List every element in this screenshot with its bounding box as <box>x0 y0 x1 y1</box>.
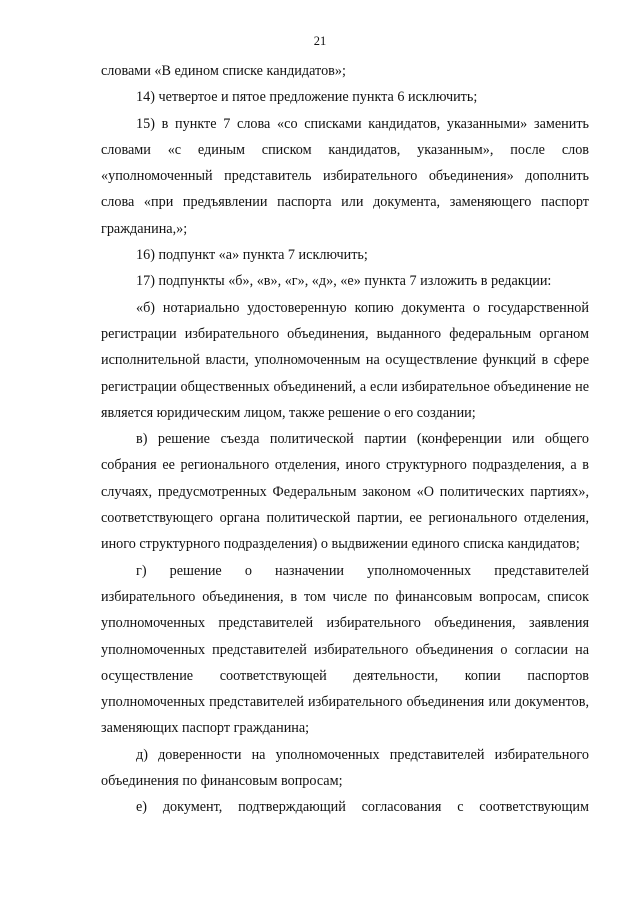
paragraph-item-15: 15) в пункте 7 слова «со списками кандидатов, указанными» заменить словами «с единым списком кандидатов, указанным», после слов «уполномоченный представитель избирательного объединения» дополнить слова «при предъявлении паспорта или документа, заменяющего паспорт гражданина,»; <box>101 115 589 237</box>
paragraph-subitem-d: д) доверенности на уполномоченных представителей избирательного объединения по финансовым вопросам; <box>101 746 589 790</box>
paragraph-item-17: 17) подпункты «б», «в», «г», «д», «е» пункта 7 изложить в редакции: <box>136 273 552 290</box>
paragraph-subitem-g: г) решение о назначении уполномоченных представителей избирательного объединения, в том числе по финансовым вопросам, список уполномоченных представителей избирательного объединения, заявления уполномоченных представителей избирательного объединения о согласии на осуществление соответствующей деятельности, копии паспортов уполномоченных представителей избирательного объединения или документов, заменяющих паспорт гражданина; <box>101 562 589 737</box>
paragraph-subitem-e: е) документ, подтверждающий согласования с соответствующим <box>136 799 589 816</box>
page-number: 21 <box>313 34 327 48</box>
paragraph-item-16: 16) подпункт «а» пункта 7 исключить; <box>136 247 368 264</box>
paragraph-subitem-b: «б) нотариально удостоверенную копию документа о государственной регистрации избирательного объединения, выданного федеральным органом исполнительной власти, уполномоченным на осуществление функций в сфере регистрации общественных объединений, а если избирательное объединение не является юридическим лицом, также решение о его создании; <box>101 299 589 421</box>
paragraph-continuation: словами «В едином списке кандидатов»; <box>101 63 346 79</box>
paragraph-subitem-v: в) решение съезда политической партии (конференции или общего собрания ее регионального отделения, иного структурного подразделения, а в случаях, предусмотренных Федеральным законом «О политических партиях», соответствующего органа политической партии, ее регионального отделения, иного структурного подразделения) о выдвижении единого списка кандидатов; <box>101 431 589 553</box>
paragraph-item-14: 14) четвертое и пятое предложение пункта 6 исключить; <box>136 89 478 106</box>
document-body <box>101 58 589 821</box>
